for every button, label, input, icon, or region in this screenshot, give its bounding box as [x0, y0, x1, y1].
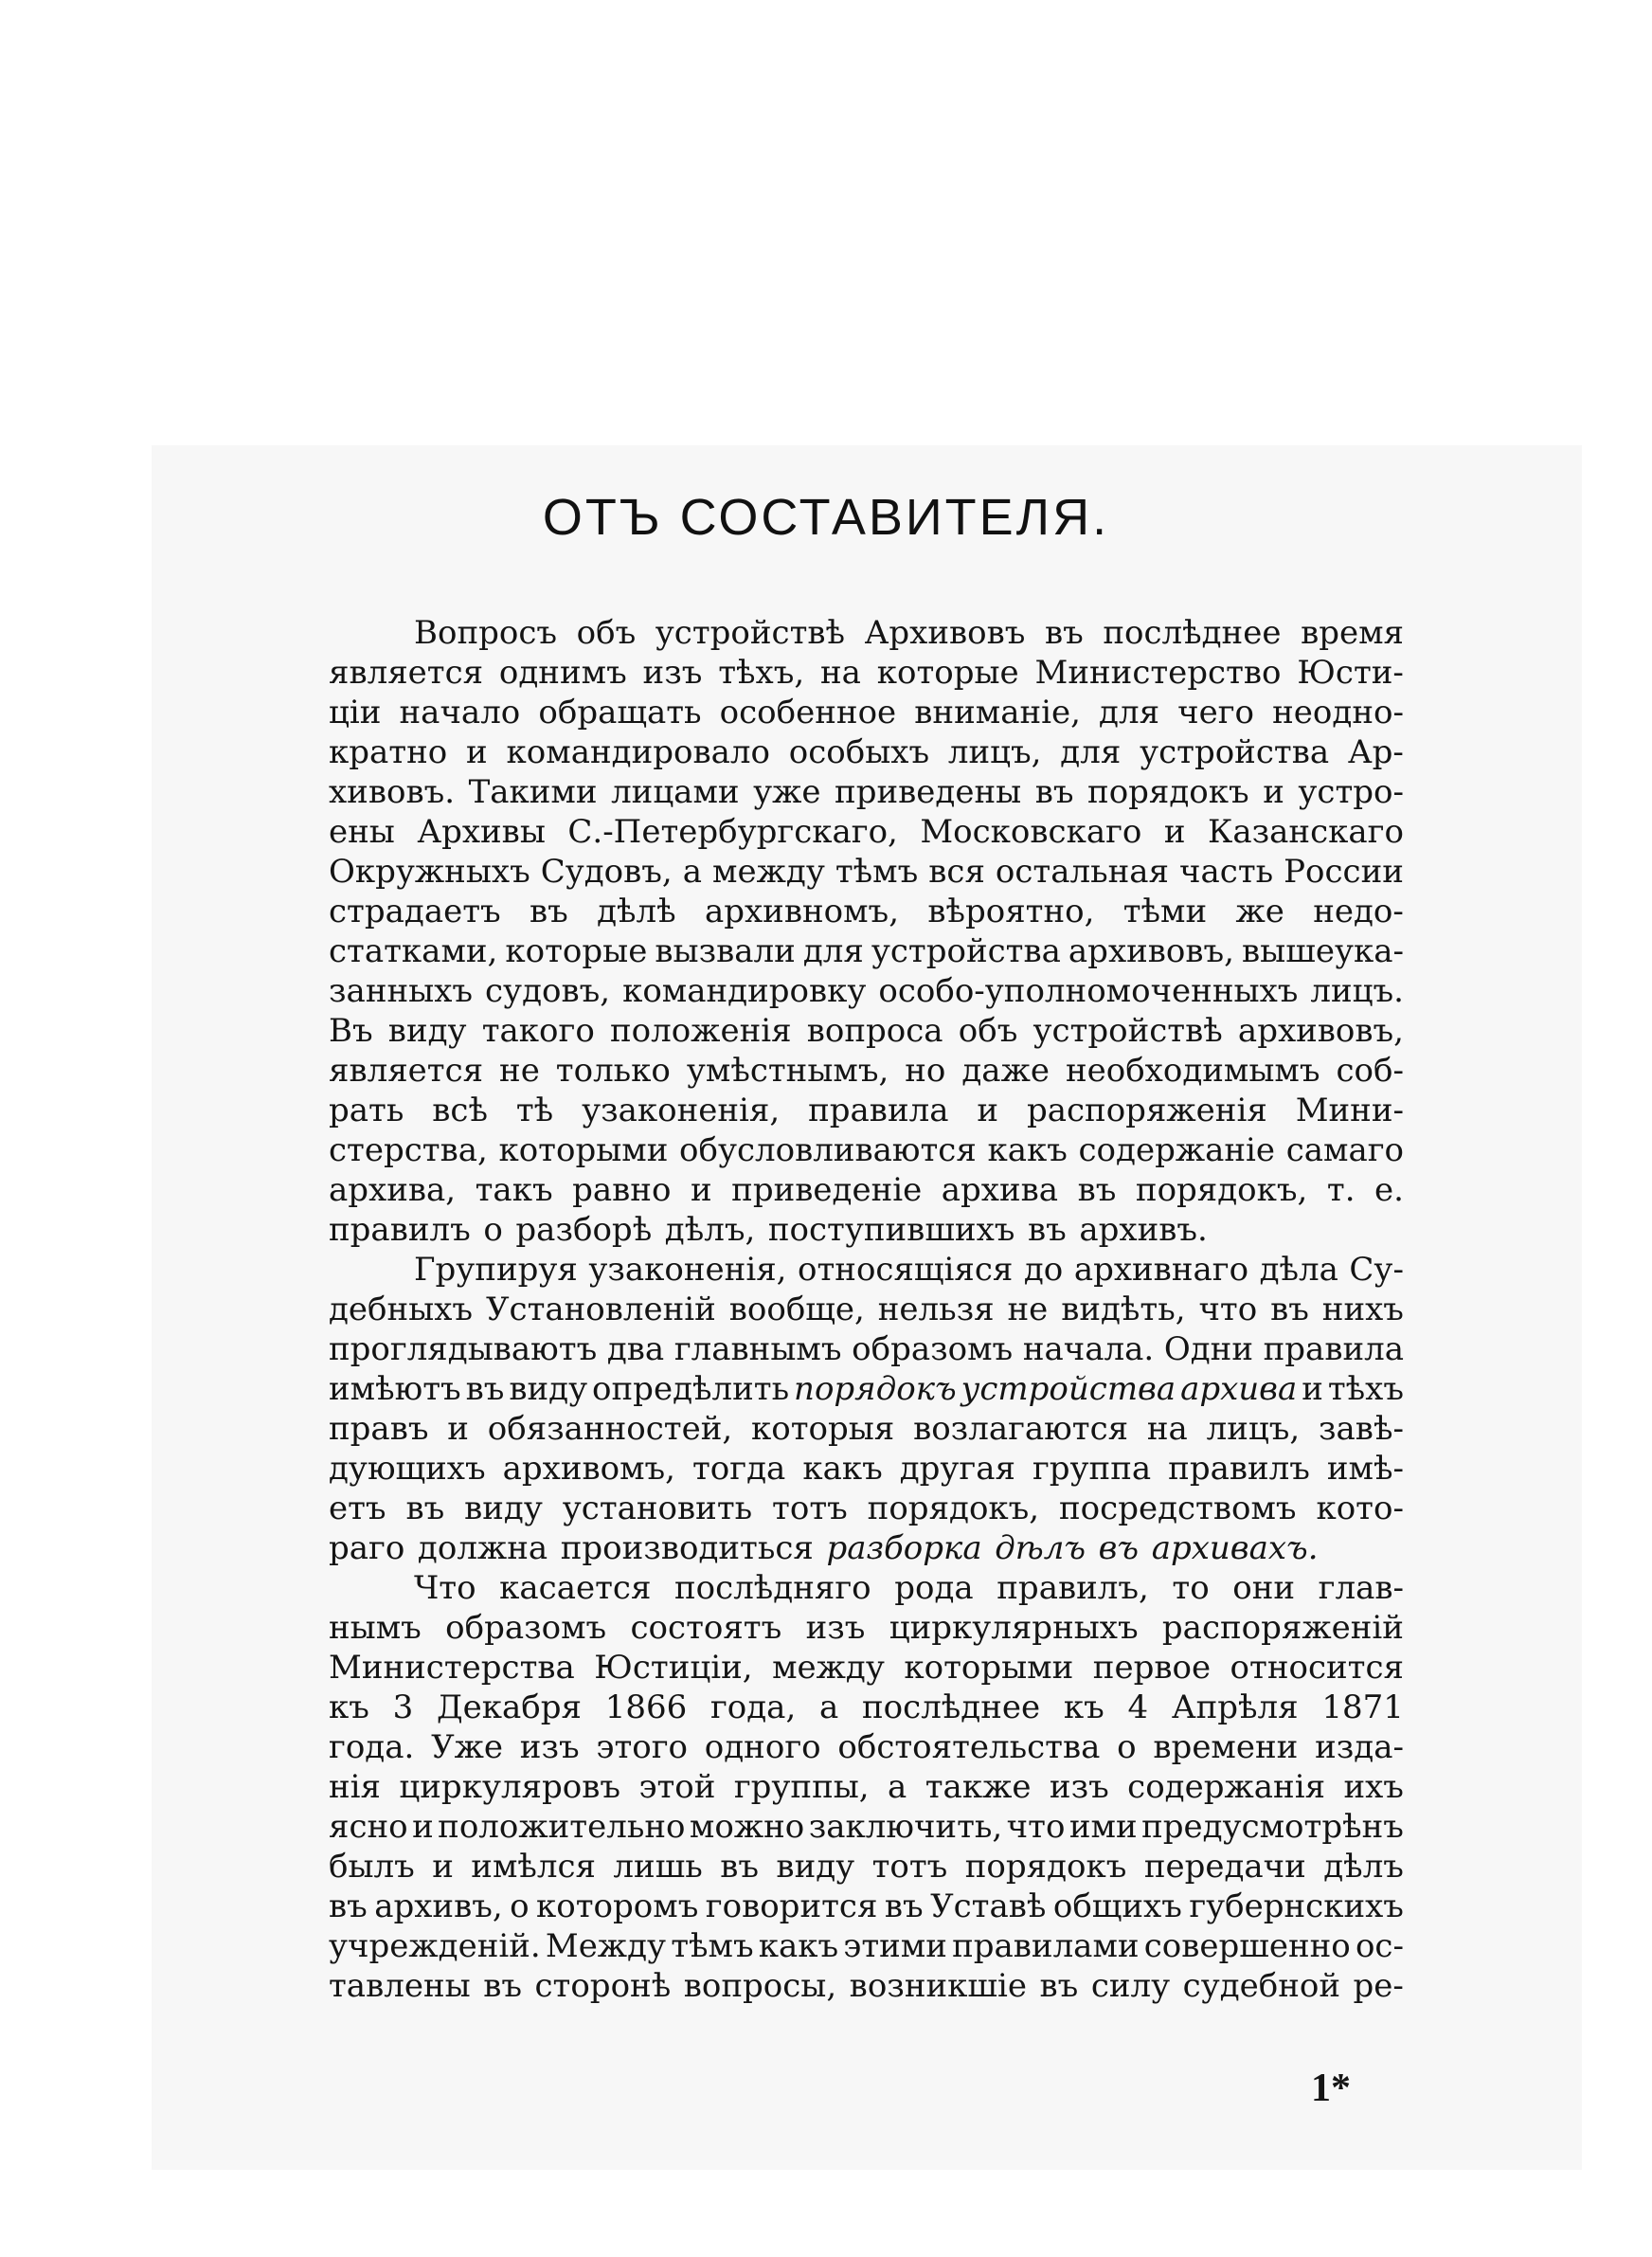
text-line: дебныхъ Установленій вообще, нельзя не видѣть, что въ нихъ	[329, 1291, 1404, 1328]
text-line: кратно и командировало особыхъ лицъ, для устройства Ар-	[329, 733, 1404, 771]
text-line: архива, такъ равно и приведеніе архива въ порядокъ, т. е.	[329, 1171, 1404, 1209]
text-line: страдаетъ въ дѣлѣ архивномъ, вѣроятно, тѣми же недо-	[329, 893, 1404, 930]
text-line: ціи начало обращать особенное вниманіе, для чего неодно-	[329, 694, 1404, 731]
text-line: нымъ образомъ состоятъ изъ циркулярныхъ распоряженій	[329, 1609, 1404, 1647]
text-line: имѣютъ въ виду опредѣлить порядокъ устройства архива и тѣхъ	[329, 1370, 1404, 1408]
page-number: 1*	[1311, 2067, 1351, 2110]
text-line: учрежденій. Между тѣмъ какъ этими правилами совершенно ос-	[329, 1927, 1404, 1965]
text-line: Окружныхъ Судовъ, а между тѣмъ вся остальная часть России	[329, 853, 1404, 891]
text-line: ясно и положительно можно заключить, что ими предусмотрѣнъ	[329, 1808, 1404, 1846]
text-line: правъ и обязанностей, которыя возлагаются на лицъ, завѣ-	[329, 1410, 1404, 1448]
text-line: рать всѣ тѣ узаконенія, правила и распоряженія Мини-	[329, 1092, 1404, 1129]
text-line: въ архивъ, о которомъ говорится въ Уставѣ общихъ губернскихъ	[329, 1887, 1404, 1925]
text-line: является не только умѣстнымъ, но даже необходимымъ соб-	[329, 1052, 1404, 1090]
page-title: ОТЪ СОСТАВИТЕЛЯ.	[542, 489, 1110, 546]
text-line: стерства, которыми обусловливаются какъ содержаніе самаго	[329, 1131, 1404, 1169]
text-line: тавлены въ сторонѣ вопросы, возникшіе въ силу судебной ре-	[329, 1967, 1404, 2005]
text-line: проглядываютъ два главнымъ образомъ начала. Одни правила	[329, 1330, 1404, 1368]
text-line: занныхъ судовъ, командировку особо-уполномоченныхъ лицъ.	[329, 972, 1404, 1010]
text-line: Вопросъ объ устройствѣ Архивовъ въ послѣднее время	[414, 614, 1404, 652]
text-line: къ 3 Декабря 1866 года, а послѣднее къ 4 Апрѣля 1871	[329, 1688, 1404, 1726]
text-line: былъ и имѣлся лишь въ виду тотъ порядокъ передачи дѣлъ	[329, 1848, 1404, 1886]
text-line: раго должна производиться разборка дѣлъ въ архивахъ.	[329, 1529, 1319, 1567]
text-line: Что касается послѣдняго рода правилъ, то они глав-	[414, 1569, 1404, 1607]
text-line: статками, которые вызвали для устройства архивовъ, вышеука-	[329, 932, 1404, 970]
text-line: Групируя узаконенія, относящіяся до архивнаго дѣла Су-	[414, 1251, 1404, 1289]
text-line: етъ въ виду установить тотъ порядокъ, посредствомъ кото-	[329, 1490, 1404, 1527]
text-line: Въ виду такого положенія вопроса объ устройствѣ архивовъ,	[329, 1012, 1404, 1050]
text-line: является однимъ изъ тѣхъ, на которые Министерство Юсти-	[329, 654, 1404, 692]
text-line: ены Архивы С.-Петербургскаго, Московскаго и Казанскаго	[329, 813, 1404, 851]
body-text	[329, 613, 1404, 2006]
text-line: Министерства Юстиціи, между которыми первое относится	[329, 1649, 1404, 1687]
text-line: нія циркуляровъ этой группы, а также изъ содержанія ихъ	[329, 1768, 1404, 1806]
text-line: правилъ о разборѣ дѣлъ, поступившихъ въ архивъ.	[329, 1211, 1208, 1249]
text-line: хивовъ. Такими лицами уже приведены въ порядокъ и устро-	[329, 773, 1404, 811]
text-line: года. Уже изъ этого одного обстоятельства о времени изда-	[329, 1728, 1404, 1766]
text-line: дующихъ архивомъ, тогда какъ другая группа правилъ имѣ-	[329, 1450, 1404, 1488]
